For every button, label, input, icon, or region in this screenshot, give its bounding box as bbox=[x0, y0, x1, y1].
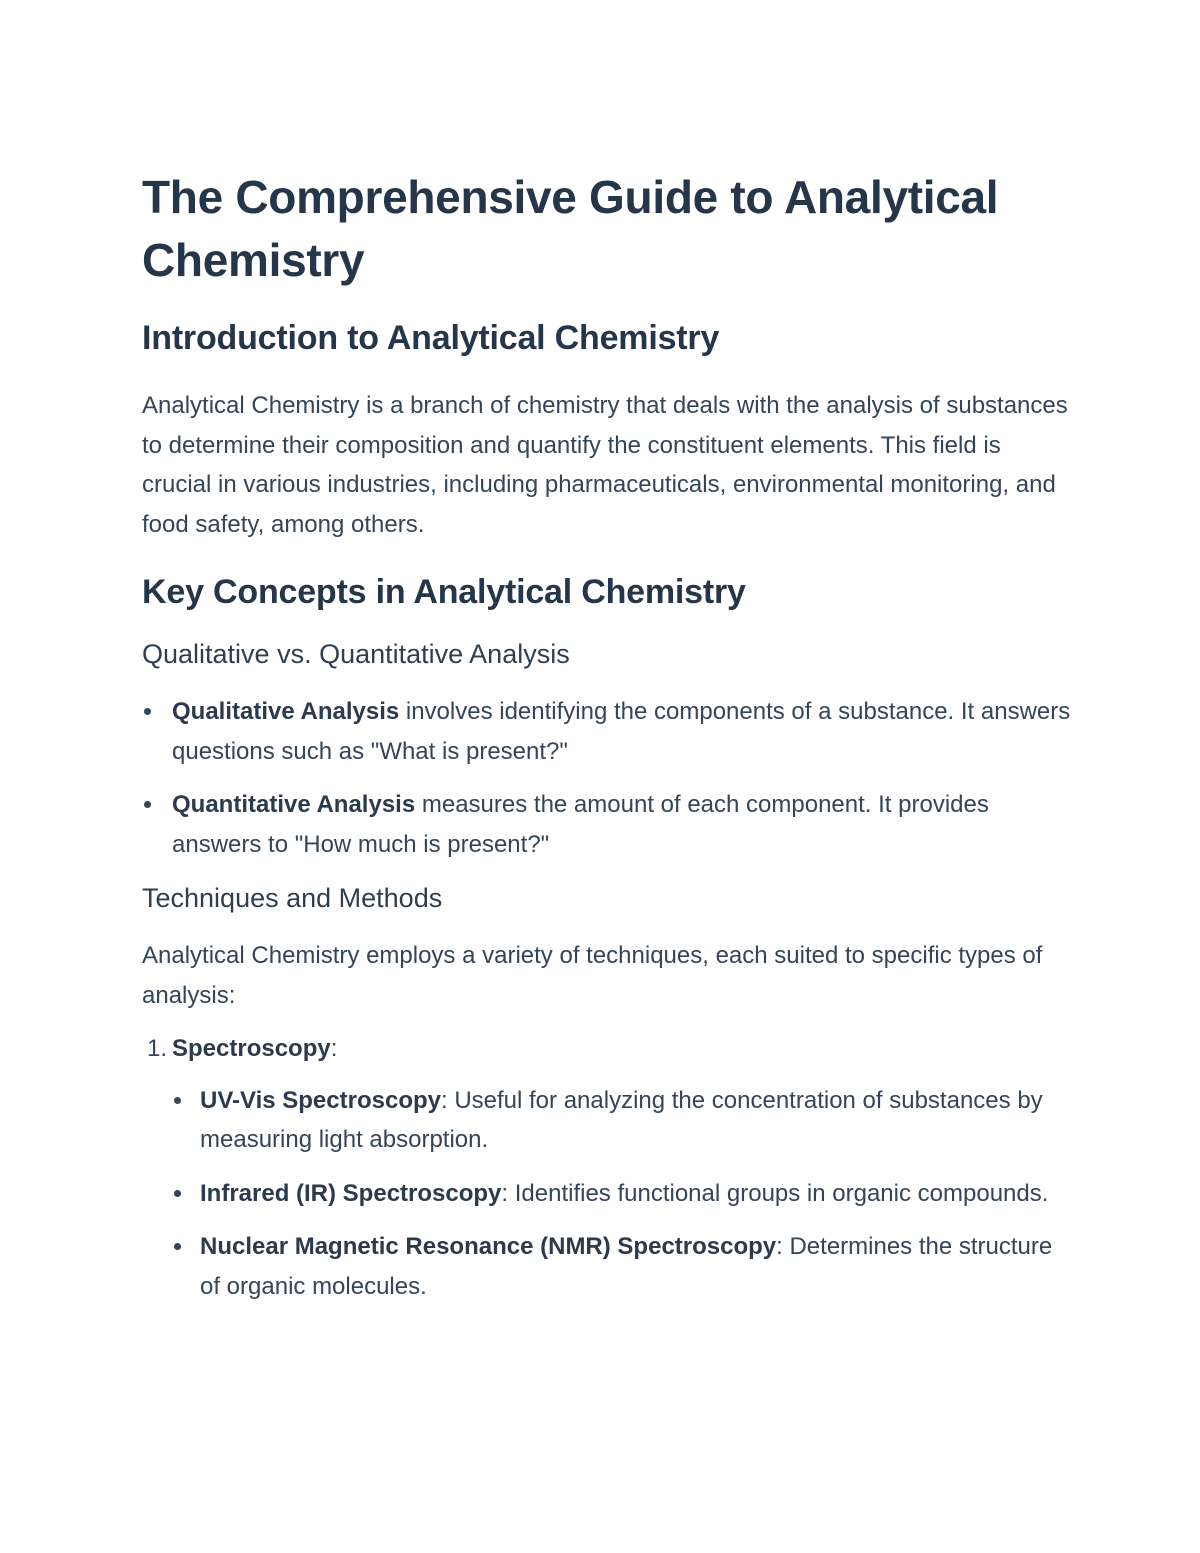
list-item-text: : Determines the structure of organic molecules. bbox=[200, 1233, 1053, 1300]
qual-quant-list bbox=[142, 692, 1072, 864]
list-item bbox=[142, 1174, 1072, 1214]
numbered-item-suffix: : bbox=[330, 1035, 338, 1062]
intro-heading: Introduction to Analytical Chemistry bbox=[142, 319, 720, 357]
numbered-item bbox=[142, 1029, 1072, 1069]
qual-quant-heading: Qualitative vs. Quantitative Analysis bbox=[142, 639, 570, 669]
list-item bbox=[142, 785, 1072, 864]
list-item-term: Qualitative Analysis bbox=[172, 698, 400, 725]
bullet-dot-icon bbox=[144, 801, 151, 808]
numbered-item-term: Spectroscopy bbox=[172, 1035, 331, 1062]
list-item bbox=[142, 692, 1072, 771]
document-page bbox=[142, 166, 1072, 1306]
bullet-dot-icon bbox=[174, 1190, 181, 1197]
list-number: 1. bbox=[147, 1035, 168, 1062]
list-item-term: Nuclear Magnetic Resonance (NMR) Spectroscopy bbox=[200, 1233, 777, 1260]
bullet-dot-icon bbox=[174, 1097, 181, 1104]
key-concepts-heading: Key Concepts in Analytical Chemistry bbox=[142, 573, 746, 611]
bullet-dot-icon bbox=[174, 1243, 181, 1250]
spectroscopy-sublist bbox=[142, 1081, 1072, 1307]
list-item-term: Infrared (IR) Spectroscopy bbox=[200, 1179, 502, 1207]
list-item-text: measures the amount of each component. It provides answers to "How much is present?" bbox=[172, 791, 989, 858]
list-item-text: involves identifying the components of a substance. It answers questions such as "What is present?" bbox=[172, 698, 1071, 765]
intro-paragraph: Analytical Chemistry is a branch of chemistry that deals with the analysis of substances to determine their composition and quantify the constituent elements. This field is crucial in various industries, including pharmaceuticals, environmental monitoring, and food safety, among others. bbox=[142, 392, 1068, 538]
techniques-heading: Techniques and Methods bbox=[142, 883, 443, 913]
list-item bbox=[142, 1227, 1072, 1306]
techniques-list bbox=[142, 1029, 1072, 1069]
list-item-text: : Identifies functional groups in organic compounds. bbox=[501, 1179, 1049, 1207]
list-item bbox=[142, 1081, 1072, 1160]
techniques-paragraph: Analytical Chemistry employs a variety of techniques, each suited to specific types of analysis: bbox=[142, 942, 1043, 1009]
bullet-dot-icon bbox=[144, 708, 151, 715]
document-title: The Comprehensive Guide to Analytical Chemistry bbox=[142, 171, 999, 286]
list-item-text: : Useful for analyzing the concentration of substances by measuring light absorption. bbox=[200, 1086, 1043, 1153]
list-item-term: Quantitative Analysis bbox=[172, 791, 416, 818]
list-item-term: UV-Vis Spectroscopy bbox=[200, 1086, 441, 1114]
